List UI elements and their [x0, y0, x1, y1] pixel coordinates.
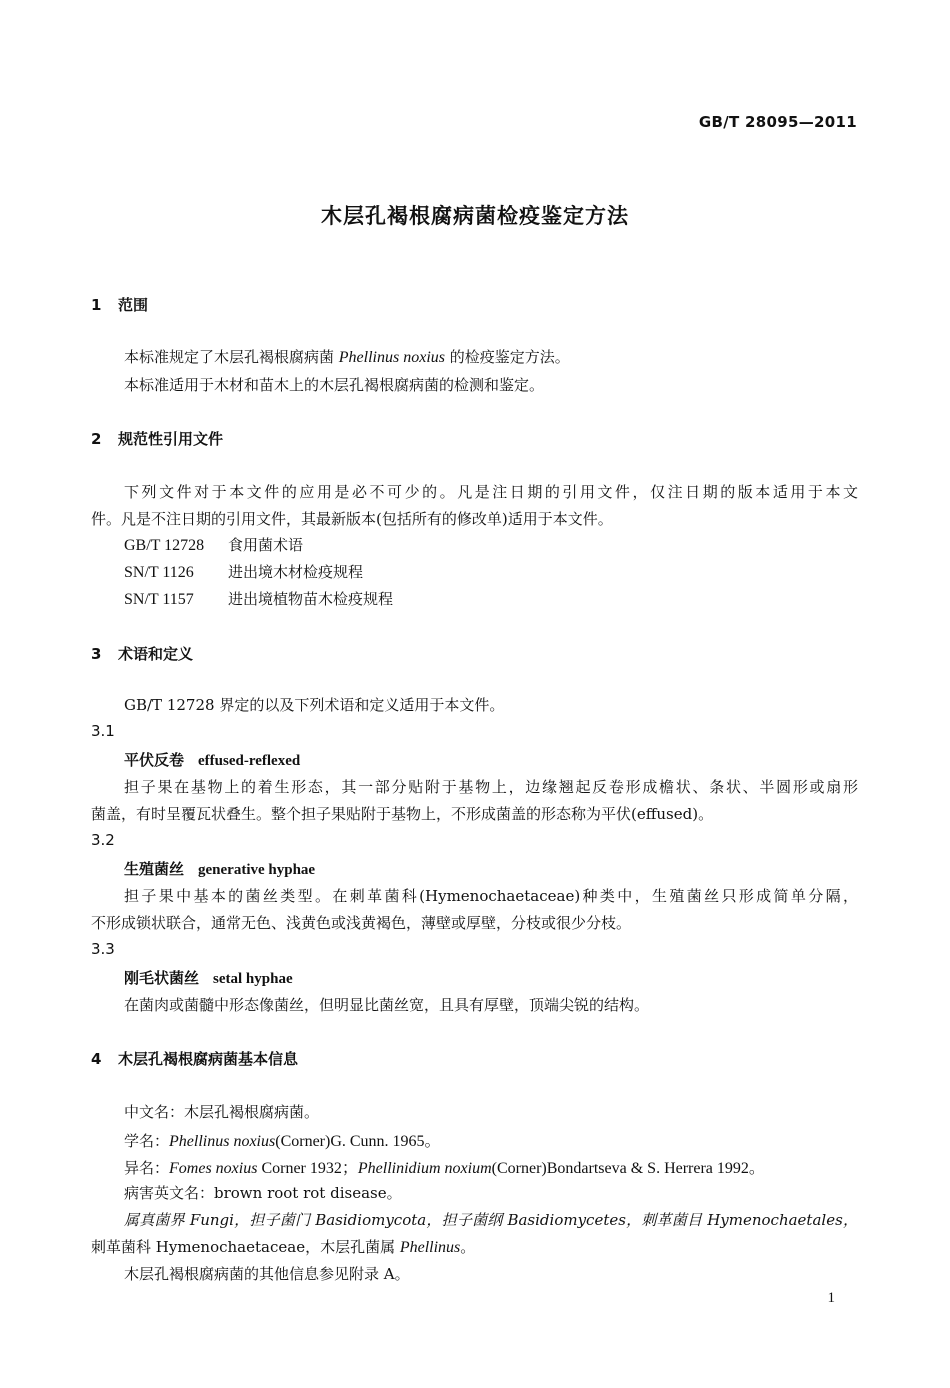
text-run: 本标准规定了木层孔褐根腐病菌: [124, 348, 339, 366]
latin-name: Phellinus: [399, 1239, 461, 1256]
text-run: 的检疫鉴定方法。: [445, 348, 570, 366]
normative-ref-line-1: 下列文件对于本文件的应用是必不可少的。凡是注日期的引用文件，仅注日期的版本适用于本文: [124, 483, 858, 501]
chinese-name: 中文名：木层孔褐根腐病菌。: [124, 1103, 320, 1121]
text-run: Corner 1932；: [257, 1160, 358, 1177]
term-zh: 生殖菌丝: [124, 860, 185, 878]
section-title: 木层孔褐根腐病菌基本信息: [118, 1050, 299, 1068]
term-en: effused-reflexed: [198, 753, 301, 769]
reference-name: 进出境植物苗木检疫规程: [228, 590, 394, 608]
reference-code: SN/T 1157: [124, 591, 194, 608]
term-number: 3.2: [91, 831, 115, 849]
section-title: 术语和定义: [118, 645, 194, 663]
reference-item: [124, 534, 303, 555]
text-run: (Corner)Bondartseva & S. Herrera 1992。: [491, 1160, 765, 1177]
section-number: 1: [91, 296, 102, 314]
page-number: 1: [827, 1290, 835, 1306]
term-definition-line: 担子果中基本的菌丝类型。在刺革菌科(Hymenochaetaceae)种类中，生殖菌丝只形成简单分隔，: [124, 887, 858, 905]
term-definition-line: 在菌肉或菌髓中形态像菌丝，但明显比菌丝宽，且具有厚壁，顶端尖锐的结构。: [124, 996, 650, 1014]
term-heading: [124, 749, 300, 770]
text-run: 学名：: [124, 1132, 170, 1150]
section-title: 规范性引用文件: [118, 430, 224, 448]
term-definition-line: 担子果在基物上的着生形态，其一部分贴附于基物上，边缘翘起反卷形成檐状、条状、半圆形或扇形: [124, 778, 858, 796]
scientific-name: [124, 1128, 441, 1151]
section-number: 3: [91, 645, 102, 663]
term-definition-line: 不形成锁状联合，通常无色、浅黄色或浅黄褐色，薄壁或厚壁，分枝或很少分枝。: [91, 914, 632, 932]
reference-name: 食用菌术语: [228, 536, 304, 554]
term-en: generative hyphae: [198, 862, 316, 878]
section-3-heading: [91, 643, 193, 664]
section-4-heading: [91, 1048, 298, 1069]
term-zh: 平伏反卷: [124, 751, 185, 769]
text-run: (Corner)G. Cunn. 1965。: [275, 1133, 441, 1150]
section-number: 4: [91, 1050, 102, 1068]
term-heading: [124, 967, 293, 988]
text-run: 刺革菌科 Hymenochaetaceae，木层孔菌属: [91, 1238, 400, 1256]
term-number: 3.1: [91, 722, 115, 740]
standard-code: GB/T 28095—2011: [698, 113, 857, 131]
latin-name: Fomes noxius: [169, 1160, 258, 1177]
text-run: 异名：: [124, 1159, 170, 1177]
section-1-heading: [91, 294, 148, 315]
english-disease-name: 病害英文名：brown root rot disease。: [124, 1184, 402, 1202]
section-2-heading: [91, 428, 223, 449]
section-number: 2: [91, 430, 102, 448]
synonym: [124, 1155, 765, 1178]
normative-ref-line-2: 件。凡是不注日期的引用文件，其最新版本(包括所有的修改单)适用于本文件。: [91, 510, 613, 528]
term-number: 3.3: [91, 940, 115, 958]
term-en: setal hyphae: [213, 971, 293, 987]
reference-name: 进出境木材检疫规程: [228, 563, 364, 581]
reference-code: GB/T 12728: [124, 537, 205, 554]
taxonomy-line-2: [91, 1236, 475, 1257]
scope-paragraph-2: 本标准适用于木材和苗木上的木层孔褐根腐病菌的检测和鉴定。: [124, 376, 545, 394]
taxonomy-line-1: 属真菌界 Fungi，担子菌门 Basidiomycota，担子菌纲 Basidiomycetes，刺革菌目 Hymenochaetales，: [124, 1211, 858, 1229]
term-heading: [124, 858, 315, 879]
reference-item: [124, 561, 363, 582]
scope-paragraph-1: [124, 346, 570, 367]
latin-name: Phellinus noxius: [338, 349, 445, 366]
reference-code: SN/T 1126: [124, 564, 194, 581]
terms-intro: GB/T 12728 界定的以及下列术语和定义适用于本文件。: [124, 696, 505, 714]
section-title: 范围: [118, 296, 149, 314]
term-definition-line: 菌盖，有时呈覆瓦状叠生。整个担子果贴附于基物上，不形成菌盖的形态称为平伏(effused)。: [91, 805, 714, 823]
latin-name: Phellinus noxius: [169, 1133, 276, 1150]
reference-item: [124, 588, 393, 609]
text-run: 。: [460, 1238, 476, 1256]
other-info-note: 木层孔褐根腐病菌的其他信息参见附录 A。: [124, 1265, 410, 1283]
term-zh: 刚毛状菌丝: [124, 969, 200, 987]
document-title: 木层孔褐根腐病菌检疫鉴定方法: [321, 204, 629, 228]
latin-name: Phellinidium noxium: [357, 1160, 492, 1177]
